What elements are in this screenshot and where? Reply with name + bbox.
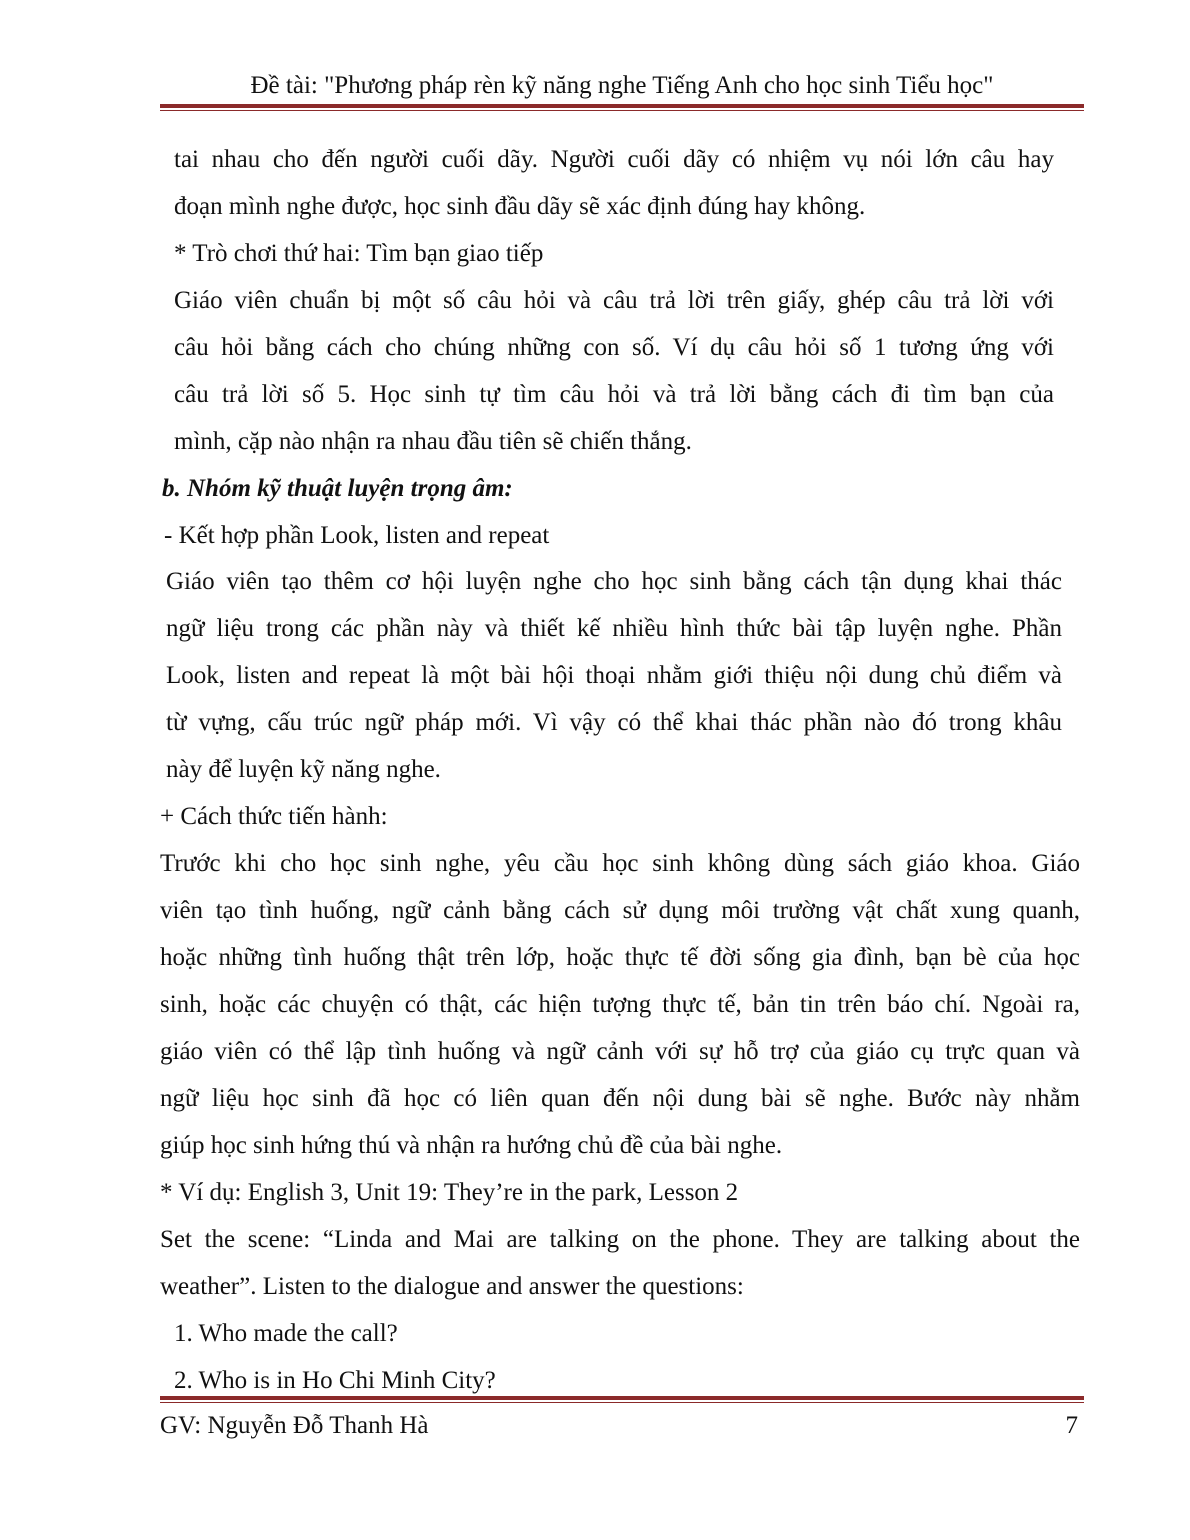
paragraph-line: ngữ liệu trong các phần này và thiết kế nhiều hình thức bài tập luyện nghe. Phần [166, 615, 1062, 642]
header-rule [160, 104, 1084, 111]
paragraph-line: câu trả lời số 5. Học sinh tự tìm câu hỏi và trả lời bằng cách đi tìm bạn của [174, 381, 1054, 408]
paragraph-line: sinh, hoặc các chuyện có thật, các hiện tượng thực tế, bản tin trên báo chí. Ngoài ra, [160, 991, 1080, 1018]
paragraph-line: tai nhau cho đến người cuối dãy. Người cuối dãy có nhiệm vụ nói lớn câu hay [174, 146, 1054, 173]
look-listen-bullet: - Kết hợp phần Look, listen and repeat [164, 522, 550, 549]
example-title: * Ví dụ: English 3, Unit 19: They’re in the park, Lesson 2 [160, 1179, 739, 1206]
paragraph-line: Giáo viên tạo thêm cơ hội luyện nghe cho học sinh bằng cách tận dụng khai thác [166, 568, 1062, 595]
paragraph-line: giúp học sinh hứng thú và nhận ra hướng chủ đề của bài nghe. [160, 1132, 783, 1159]
paragraph-line: này để luyện kỹ năng nghe. [166, 756, 441, 783]
paragraph-line: viên tạo tình huống, ngữ cảnh bằng cách sử dụng môi trường vật chất xung quanh, [160, 897, 1080, 924]
footer-author: GV: Nguyễn Đỗ Thanh Hà [160, 1412, 429, 1439]
paragraph-line: Trước khi cho học sinh nghe, yêu cầu học sinh không dùng sách giáo khoa. Giáo [160, 850, 1080, 877]
question-item: 1. Who made the call? [174, 1320, 398, 1347]
paragraph-line: hoặc những tình huống thật trên lớp, hoặc thực tế đời sống gia đình, bạn bè của học [160, 944, 1080, 971]
paragraph-line: weather”. Listen to the dialogue and answer the questions: [160, 1273, 744, 1300]
paragraph-line: Look, listen and repeat là một bài hội thoại nhằm giới thiệu nội dung chủ điểm và [166, 662, 1062, 689]
method-title: + Cách thức tiến hành: [160, 803, 388, 830]
paragraph-line: đoạn mình nghe được, học sinh đầu dãy sẽ xác định đúng hay không. [174, 193, 866, 220]
page-number: 7 [1065, 1412, 1078, 1439]
section-b-heading: b. Nhóm kỹ thuật luyện trọng âm: [162, 475, 513, 502]
paragraph-line: mình, cặp nào nhận ra nhau đầu tiên sẽ chiến thắng. [174, 428, 692, 455]
paragraph-line: ngữ liệu học sinh đã học có liên quan đến nội dung bài sẽ nghe. Bước này nhằm [160, 1085, 1080, 1112]
paragraph-line: từ vựng, cấu trúc ngữ pháp mới. Vì vậy có thể khai thác phần nào đó trong khâu [166, 709, 1062, 736]
footer-rule [160, 1396, 1084, 1403]
paragraph-line: Giáo viên chuẩn bị một số câu hỏi và câu trả lời trên giấy, ghép câu trả lời với [174, 287, 1054, 314]
page-header-title: Đề tài: "Phương pháp rèn kỹ năng nghe Tiếng Anh cho học sinh Tiểu học" [250, 72, 994, 99]
game-two-title: * Trò chơi thứ hai: Tìm bạn giao tiếp [174, 240, 544, 267]
question-item: 2. Who is in Ho Chi Minh City? [174, 1367, 496, 1394]
paragraph-line: Set the scene: “Linda and Mai are talking on the phone. They are talking about the [160, 1226, 1080, 1253]
paragraph-line: giáo viên có thể lập tình huống và ngữ cảnh với sự hỗ trợ của giáo cụ trực quan và [160, 1038, 1080, 1065]
paragraph-line: câu hỏi bằng cách cho chúng những con số. Ví dụ câu hỏi số 1 tương ứng với [174, 334, 1054, 361]
